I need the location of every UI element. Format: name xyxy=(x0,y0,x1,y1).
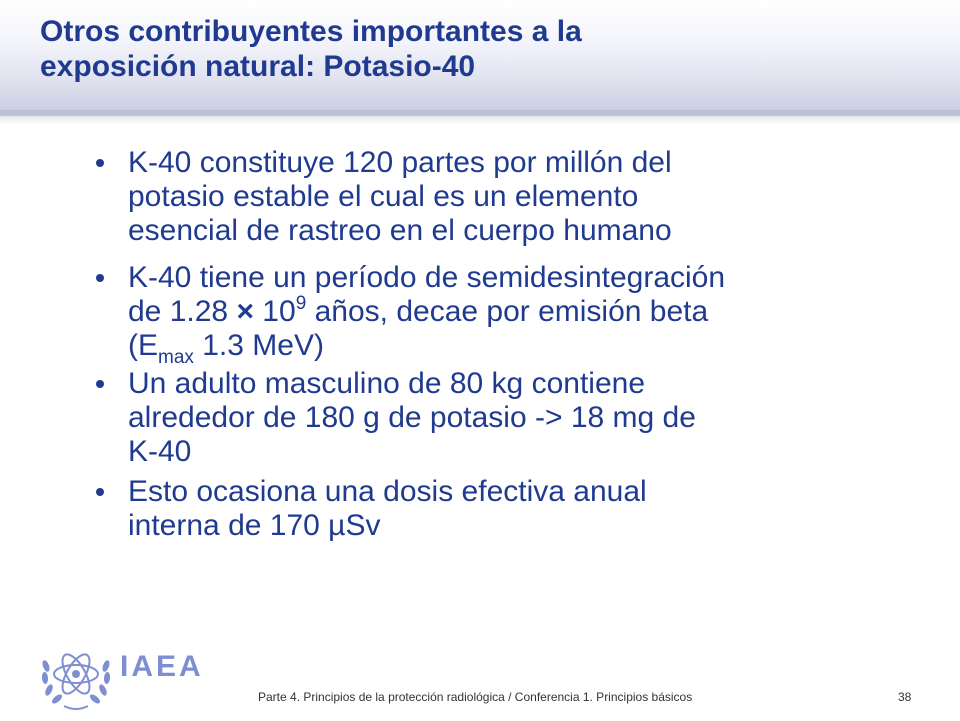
title-line-1: Otros contribuyentes importantes a la xyxy=(40,15,582,48)
header-shadow xyxy=(0,110,960,124)
bullet-text: alrededor de 180 g de potasio -> 18 mg de xyxy=(128,401,696,434)
bullet-text: Un adulto masculino de 80 kg contiene xyxy=(128,367,646,400)
bullet-dot-icon xyxy=(96,488,104,496)
bullet-text: 10 xyxy=(253,295,296,328)
bullet-list xyxy=(96,146,896,543)
bullet-text: 1.3 MeV) xyxy=(193,329,324,362)
footer-caption: Parte 4. Principios de la protección radiológica / Conferencia 1. Principios básicos xyxy=(258,690,693,704)
times-symbol: × xyxy=(236,295,254,328)
exponent: 9 xyxy=(295,293,307,314)
bullet-text: Esto ocasiona una dosis efectiva anual xyxy=(128,475,647,508)
bullet-text: años, decae por emisión beta xyxy=(306,295,709,328)
bullet-item xyxy=(96,475,896,543)
subscript: max xyxy=(158,347,194,368)
bullet-dot-icon xyxy=(96,159,104,167)
iaea-logo xyxy=(36,636,216,716)
bullet-text: K-40 constituye 120 partes por millón del xyxy=(128,146,672,179)
bullet-text: esencial de rastreo en el cuerpo humano xyxy=(128,214,672,247)
bullet-text: (E xyxy=(128,329,158,362)
bullet-dot-icon xyxy=(96,274,104,282)
title-line-2: exposición natural: Potasio-40 xyxy=(40,50,476,83)
bullet-dot-icon xyxy=(96,380,104,388)
iaea-logo-text: IAEA xyxy=(120,650,204,683)
bullet-text: potasio estable el cual es un elemento xyxy=(128,180,639,213)
bullet-text: de 1.28 xyxy=(128,295,237,328)
bullet-text: K-40 xyxy=(128,435,192,468)
bullet-text: interna de 170 µSv xyxy=(128,509,381,542)
slide-title xyxy=(40,14,920,84)
bullet-text: K-40 tiene un período de semidesintegración xyxy=(128,261,726,294)
bullet-item xyxy=(96,367,896,469)
iaea-atom-laurel-icon xyxy=(36,636,116,716)
bullet-item xyxy=(96,146,896,248)
bullet-item xyxy=(96,261,896,368)
page-number: 38 xyxy=(898,690,912,704)
